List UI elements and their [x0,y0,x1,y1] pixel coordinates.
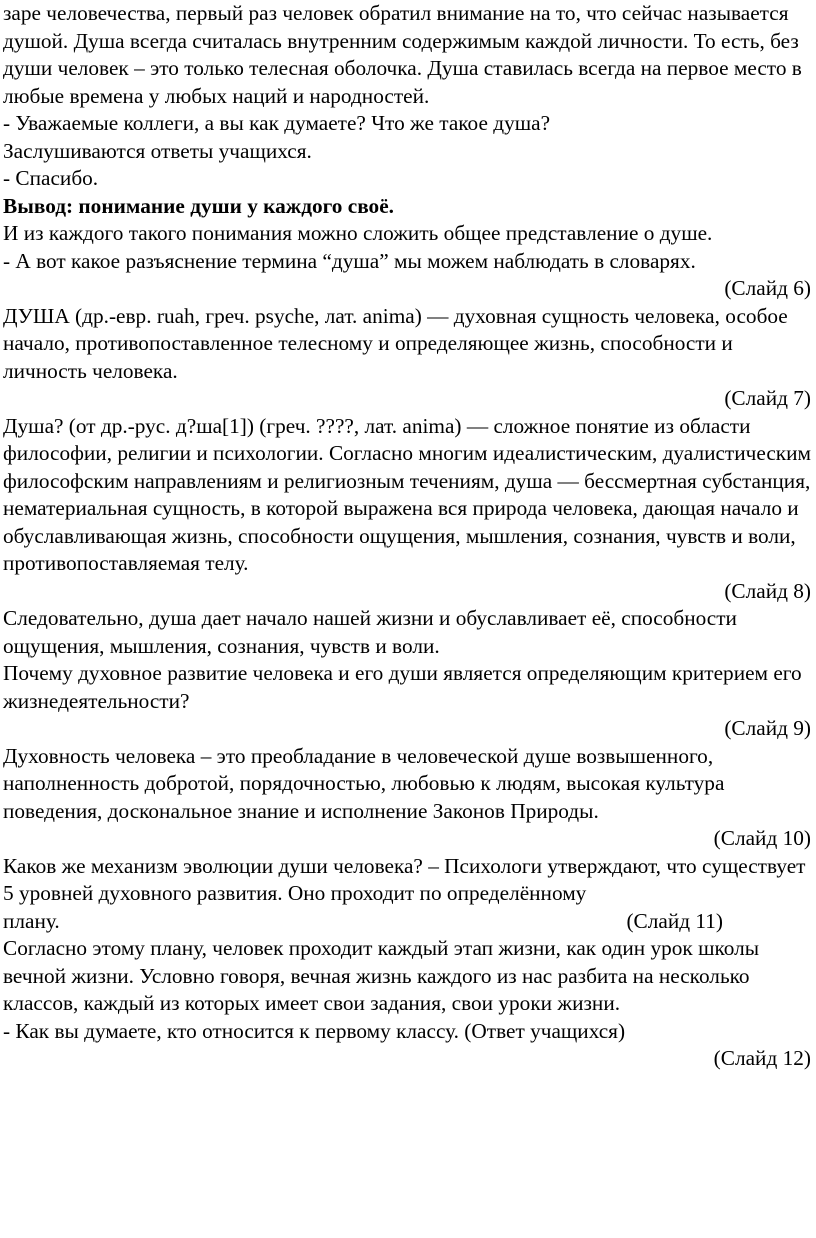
paragraph-spirituality: Духовность человека – это преобладание в человеческой душе возвышенного, наполненность добротой, порядочностью, любовью к людям, высокая культура поведения, доскональное знание и исполнение Законов Природы. [3,743,725,823]
slide-reference-10: (Слайд 10) [713,826,811,850]
paragraph-why-question: Почему духовное развитие человека и его души является определяющим критерием его жизнедеятельности? [3,661,802,713]
paragraph-dictionary-intro: - А вот какое разъяснение термина “душа” мы можем наблюдать в словарях. [3,248,696,273]
paragraph-plan: Согласно этому плану, человек проходит каждый этап жизни, как один урок школы вечной жизни. Условно говоря, вечная жизнь каждого из нас разбита на несколько классов, каждый из которых имеет свои задания, свои уроки жизни. [3,936,760,1015]
slide-reference-7: (Слайд 7) [724,386,811,410]
paragraph-first-class-question: - Как вы думаете, кто относится к первому классу. (Ответ учащихся) [3,1018,626,1043]
paragraph-question: - Уважаемые коллеги, а вы как думаете? Что же такое душа? [3,111,551,135]
slide-reference-12: (Слайд 12) [713,1046,811,1070]
slide-reference-9: (Слайд 9) [724,716,811,740]
paragraph-evolution: Каков же механизм эволюции души человека? – Психологи утверждают, что существует 5 уровней духовного развития. Оно проходит по определённому [3,853,806,905]
paragraph-conclusion: Вывод: понимание души у каждого своё. [3,193,394,218]
paragraph-definition-2: Душа? (от др.-рус. д?ша[1]) (греч. ????, лат. anima) — сложное понятие из области философии, религии и психологии. Согласно многим идеалистическим, дуалистическим философским направлениям и религиозным течениям, душа — бессмертная субстанция, нематериальная сущность, в которой выражена вся природа человека, дающая начало и обуславливающая жизнь, способности ощущения, мышления, сознания, чувств и воли, противопоставляемая телу. [3,413,811,575]
paragraph-definition-1: ДУША (др.-евр. ruah, греч. psyche, лат. anima) — духовная сущность человека, особое начало, противопоставленное телесному и определяющее жизнь, способности и личность человека. [3,303,788,383]
paragraph-consequence: Следовательно, душа дает начало нашей жизни и обуславливает её, способности ощущения, мышления, сознания, чувств и воли. [3,606,737,658]
paragraph-answers-note: Заслушиваются ответы учащихся. [3,138,312,163]
paragraph-general-idea: И из каждого такого понимания можно сложить общее представление о душе. [3,221,713,245]
paragraph-intro: заре человечества, первый раз человек обратил внимание на то, что сейчас называется душой. Душа всегда считалась внутренним содержимым каждой личности. То есть, без души человек – это только телесная оболочка. Душа ставилась всегда на первое место в любые времена у любых наций и народностей. [3,1,802,108]
paragraph-evolution-end [3,908,811,936]
paragraph-evolution-last-word: плану. [3,908,60,933]
slide-reference-8: (Слайд 8) [724,578,811,603]
slide-reference-11: (Слайд 11) [626,908,723,933]
document-page [3,0,811,1073]
slide-reference-6: (Слайд 6) [724,276,811,300]
paragraph-thanks: - Спасибо. [3,166,99,190]
